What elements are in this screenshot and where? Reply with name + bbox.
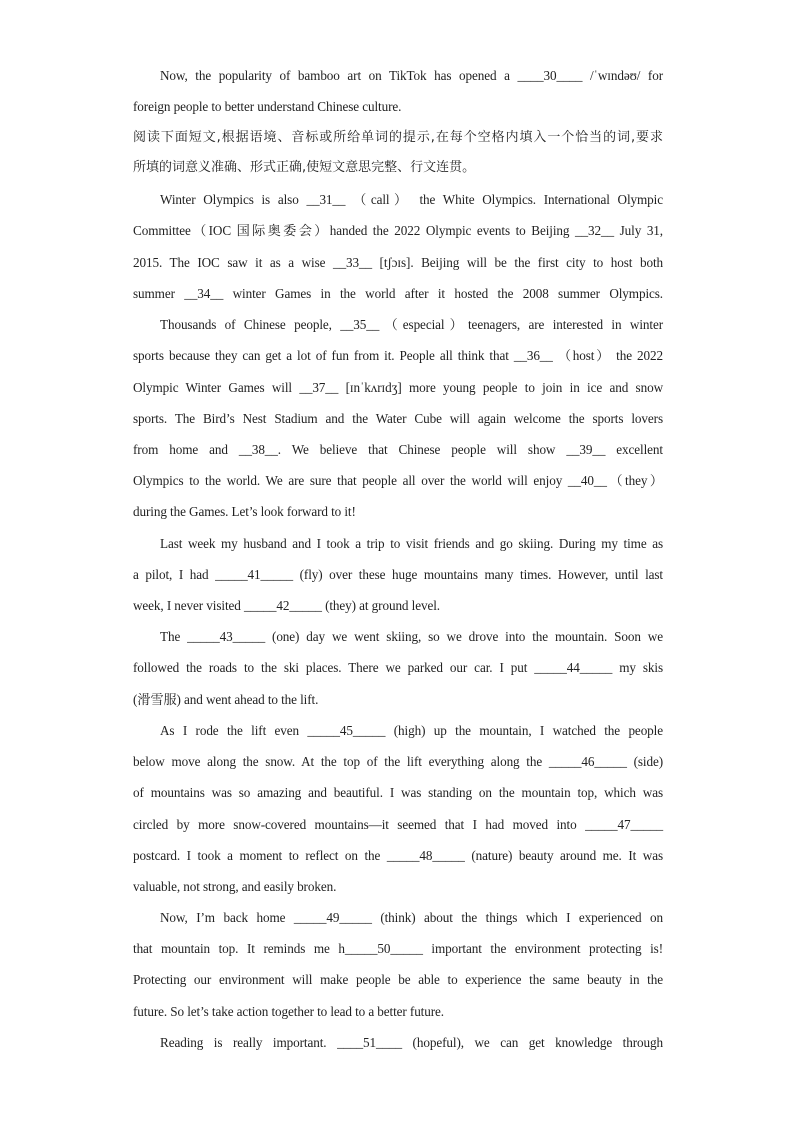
text-line: Reading is really important. ____51____ (hopeful), we can get knowledge through — [160, 1035, 663, 1050]
text-line: followed the roads to the ski places. There we parked our car. I put _____44_____ my skis — [133, 660, 663, 675]
text-line: foreign people to better understand Chinese culture. — [133, 99, 402, 114]
text-line: 2015. The IOC saw it as a wise __33__ [tʃɔɪs]. Beijing will be the first city to host both — [133, 255, 663, 270]
text-line: valuable, not strong, and easily broken. — [133, 879, 337, 894]
text-line: Now, I’m back home _____49_____ (think) about the things which I experienced on — [160, 910, 663, 925]
text-line: below move along the snow. At the top of the lift everything along the _____46_____ (side) — [133, 754, 663, 769]
text-line: Thousands of Chinese people, __35__（especial）teenagers, are interested in winter — [160, 317, 663, 332]
text-line: summer __34__ winter Games in the world after it hosted the 2008 summer Olympics. — [133, 286, 663, 301]
text-line: Olympics to the world. We are sure that people all over the world will enjoy __40__（they） — [133, 473, 663, 488]
text-line: Committee（IOC 国际奥委会）handed the 2022 Olympic events to Beijing __32__ July 31, — [133, 223, 663, 238]
text-line: (滑雪服) and went ahead to the lift. — [133, 692, 319, 707]
text-line: of mountains was so amazing and beautiful. I was standing on the mountain top, which was — [133, 785, 663, 800]
text-line: Now, the popularity of bamboo art on TikTok has opened a ____30____ /ˈwɪndəʊ/ for — [160, 68, 663, 83]
text-line: during the Games. Let’s look forward to it! — [133, 504, 356, 519]
text-line: As I rode the lift even _____45_____ (high) up the mountain, I watched the people — [160, 723, 663, 738]
text-line: Protecting our environment will make people be able to experience the same beauty in the — [133, 972, 663, 987]
text-line: Olympic Winter Games will __37__ [ɪnˈkʌrɪdʒ] more young people to join in ice and snow — [133, 380, 663, 395]
instruction-line: 所填的词意义准确、形式正确,使短文意思完整、行文连贯。 — [133, 160, 476, 175]
text-line: week, I never visited _____42_____ (they) at ground level. — [133, 598, 440, 613]
text-line: circled by more snow-covered mountains—it seemed that I had moved into _____47_____ — [133, 817, 663, 832]
text-line: sports. The Bird’s Nest Stadium and the Water Cube will again welcome the sports lovers — [133, 411, 663, 426]
text-line: that mountain top. It reminds me h_____50_____ important the environment protecting is! — [133, 941, 663, 956]
text-line: Winter Olympics is also __31__ （call） the White Olympics. International Olympic — [160, 192, 663, 207]
text-line: The _____43_____ (one) day we went skiing, so we drove into the mountain. Soon we — [160, 629, 663, 644]
text-line: future. So let’s take action together to lead to a better future. — [133, 1004, 444, 1019]
text-line: from home and __38__. We believe that Chinese people will show __39__ excellent — [133, 442, 663, 457]
text-line: a pilot, I had _____41_____ (fly) over these huge mountains many times. However, until last — [133, 567, 663, 582]
text-line: postcard. I took a moment to reflect on the _____48_____ (nature) beauty around me. It was — [133, 848, 663, 863]
instruction-line: 阅读下面短文,根据语境、音标或所给单词的提示,在每个空格内填入一个恰当的词,要求 — [133, 130, 663, 145]
text-line: Last week my husband and I took a trip to visit friends and go skiing. During my time as — [160, 536, 663, 551]
text-line: sports because they can get a lot of fun from it. People all think that __36__ （host） the 2022 — [133, 348, 663, 363]
